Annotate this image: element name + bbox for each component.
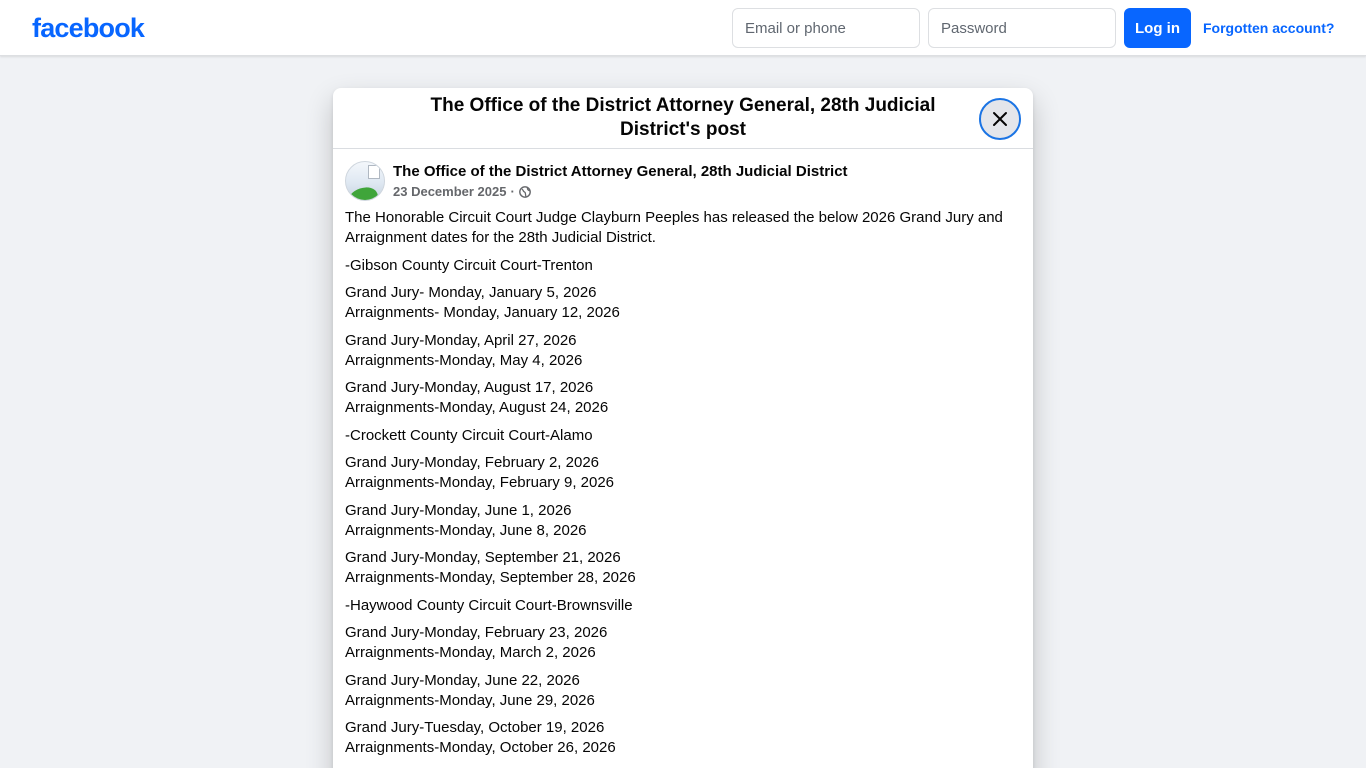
date-pair: Grand Jury-Monday, February 23, 2026 Arraignments-Monday, March 2, 2026 (345, 624, 608, 661)
dialog-title: The Office of the District Attorney General, 28th Judicial District's post (430, 95, 936, 140)
close-button[interactable] (979, 98, 1021, 140)
dialog-header (333, 88, 1033, 149)
post-date[interactable]: 23 December 2025 (393, 184, 507, 199)
meta-separator: · (510, 184, 515, 199)
forgotten-account-link[interactable]: Forgotten account? (1203, 20, 1335, 36)
close-icon (992, 111, 1008, 127)
post-body (333, 204, 1033, 758)
avatar[interactable] (345, 161, 385, 201)
post-author[interactable]: The Office of the District Attorney General, 28th Judicial District (393, 163, 848, 180)
date-pair: Grand Jury-Monday, February 2, 2026 Arraignments-Monday, February 9, 2026 (345, 454, 615, 491)
date-pair: Grand Jury-Monday, June 1, 2026 Arraignments-Monday, June 8, 2026 (345, 501, 587, 539)
date-pair: Grand Jury- Monday, January 5, 2026 Arraignments- Monday, January 12, 2026 (345, 284, 620, 321)
post-header (333, 149, 1033, 204)
email-field[interactable] (732, 8, 920, 48)
post-meta (393, 184, 531, 199)
date-pair: Grand Jury-Monday, June 22, 2026 Arraignments-Monday, June 29, 2026 (345, 671, 595, 709)
date-pair: Grand Jury-Monday, April 27, 2026 Arraignments-Monday, May 4, 2026 (345, 331, 583, 369)
post-dialog (333, 88, 1033, 768)
avatar-image-detail (346, 184, 381, 201)
county-heading: -Gibson County Circuit Court-Trenton (345, 256, 593, 274)
password-field[interactable] (928, 8, 1116, 48)
avatar-image-detail (368, 165, 380, 179)
globe-icon (519, 186, 531, 198)
date-pair: Grand Jury-Monday, August 17, 2026 Arraignments-Monday, August 24, 2026 (345, 379, 609, 416)
county-heading: -Crockett County Circuit Court-Alamo (345, 426, 593, 444)
county-heading: -Haywood County Circuit Court-Brownsville (345, 596, 633, 614)
date-pair: Grand Jury-Tuesday, October 19, 2026 Arraignments-Monday, October 26, 2026 (345, 719, 616, 756)
date-pair: Grand Jury-Monday, September 21, 2026 Arraignments-Monday, September 28, 2026 (345, 549, 636, 586)
facebook-logo[interactable]: facebook (32, 13, 145, 43)
top-navigation-bar (0, 0, 1366, 56)
login-button[interactable]: Log in (1124, 8, 1191, 48)
post-paragraph: The Honorable Circuit Court Judge Clayburn Peeples has released the below 2026 Grand Jury and Arraignment dates for the 28th Judicial District. (345, 209, 1003, 246)
login-form (732, 8, 1334, 48)
